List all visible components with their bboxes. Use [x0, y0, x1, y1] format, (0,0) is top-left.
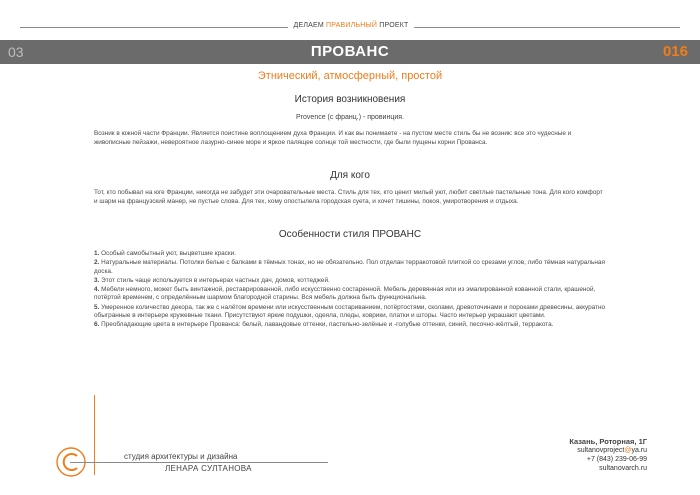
studio-owner: ЛЕНАРА СУЛТАНОВА	[165, 464, 252, 473]
phone: +7 (843) 239-06-99	[586, 456, 647, 463]
email-link[interactable]: sultanovproject@ya.ru	[577, 447, 647, 454]
history-heading: История возникновения	[294, 94, 406, 105]
features-heading: Особенности стиля ПРОВАНС	[278, 229, 422, 240]
list-item: 5. Умеренное количество декора, так же с налётом времени или искусственным состариванием, потёртостями, сколами, древоточинами и пороками древесины, аккуратно обыгранные в интерьере кружевные ткани. Присутствуют яркие подушки, одеяла, пледы, коврики, платки и шторы. Часто интерьер украшают цветами.	[94, 303, 606, 320]
history-note: Provence (с франц.) - провинция.	[296, 114, 404, 121]
audience-text: Тот, кто побывал на юге Франции, никогда не забудет эти очаровательные места. Стиль для тех, кто ценит милый уют, любит светлые пастельные тона. Для кого комфорт и шарм на французский манер, не пустые слова. Для тех, кому опостылела городская суета, и хочет тишины, покоя, умиротворения и отдыха.	[94, 189, 603, 205]
history-text: Возник в южной части Франции. Является поистине воплощением духа Франции. И как вы понимаете - на пустом месте стиль бы не возник: все это чудесные и живописные пейзажи, невероятное лазурно-синее море и яркое палящее солнце той местности, где были пущены корни Прованса.	[94, 130, 572, 146]
page-number: 016	[662, 43, 688, 60]
studio-name: студия архитектуры и дизайна	[124, 452, 238, 461]
section-number: 03	[8, 44, 24, 60]
list-item: 6. Преобладающие цвета в интерьере Прованса: белый, лавандовые оттенки, пастельно-зелёные и -голубые оттенки, синий, песочно-жёлтый, терракота.	[94, 321, 554, 329]
title-bar	[0, 40, 700, 64]
header-rule-left	[20, 27, 288, 28]
header-tagline	[288, 22, 414, 29]
website-link[interactable]: sultanovarch.ru	[599, 465, 647, 472]
footer-accent-line	[94, 395, 95, 475]
tagline-accent: ПРАВИЛЬНЫЙ	[326, 22, 378, 29]
audience-heading: Для кого	[330, 170, 370, 181]
page-title: ПРОВАНС	[310, 43, 390, 60]
list-item: 1. Особый самобытный уют, выцветшие краски.	[94, 250, 236, 257]
footer-rule	[70, 462, 328, 463]
features-list	[94, 250, 608, 330]
page-subtitle: Этнический, атмосферный, простой	[257, 70, 443, 82]
contacts-block	[569, 437, 647, 473]
tagline-start: ДЕЛАЕМ	[293, 22, 327, 29]
list-item: 2. Натуральные материалы. Потолки белые с балками в тёмных тонах, но не обязательно. Пол отделан терракотовой плиткой со срезами углов, либо тёмная натуральная доска.	[94, 259, 605, 275]
list-item: 3. Этот стиль чаще используется в интерьерах частных дач, домов, коттеджей.	[94, 276, 330, 284]
tagline-end: ПРОЕКТ	[377, 22, 409, 29]
header-rule-right	[414, 27, 680, 28]
address: Казань, Роторная, 1Г	[569, 437, 647, 446]
list-item: 4. Мебели немного, может быть винтажной, реставрированной, либо искусственно состаренной. Мебель деревянная или из эмалированной кованной стали, крашеной, потёртой временем, с определённым шармом благородной старины. Вся мебель должна быть функциональна.	[94, 285, 596, 302]
